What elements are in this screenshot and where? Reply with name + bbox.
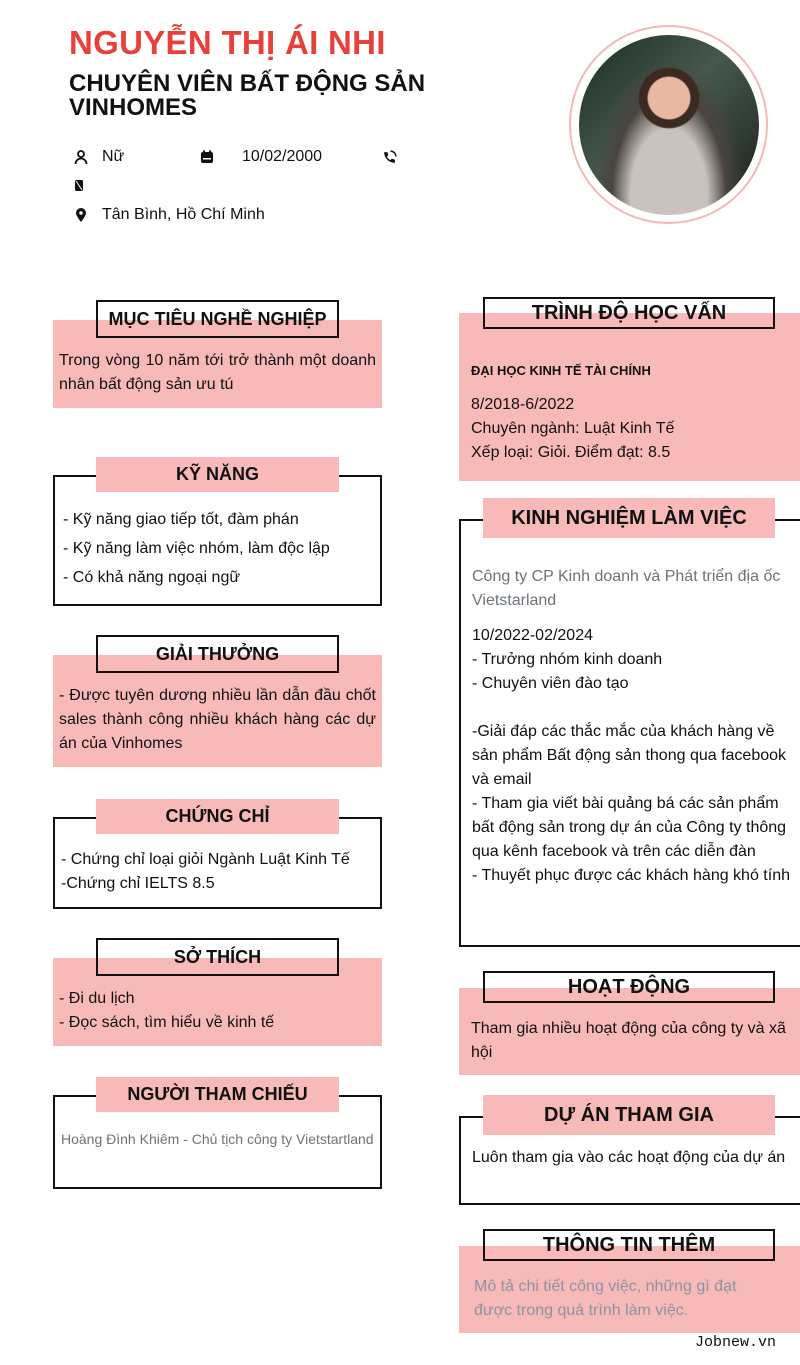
user-icon: [74, 150, 88, 164]
activities-heading: HOẠT ĐỘNG: [483, 971, 775, 1003]
activities-text: Tham gia nhiều hoạt động của công ty và xã hội: [471, 1020, 786, 1061]
role-item: - Chuyên viên đào tạo: [472, 675, 629, 692]
gender-info: [74, 148, 124, 166]
gender: Nữ: [102, 148, 125, 165]
address-info: [74, 206, 265, 224]
skill-item: - Có khả năng ngoại ngữ: [63, 569, 241, 586]
education-grade: Xếp loại: Giỏi. Điểm đạt: 8.5: [471, 444, 671, 461]
birthday-info: [200, 148, 322, 166]
watermark: Jobnew.vn: [694, 1334, 776, 1351]
education-major: Chuyên ngành: Luật Kinh Tế: [471, 420, 675, 437]
duty-item: - Tham gia viết bài quảng bá các sản phẩm bất động sản trong dự án của Công ty thông qua kênh facebook và trên các diễn đàn: [472, 795, 787, 860]
phone-icon: [382, 150, 397, 165]
references-heading: NGƯỜI THAM CHIẾU: [96, 1077, 339, 1112]
certificates-heading: CHỨNG CHỈ: [96, 799, 339, 834]
experience-period: 10/2022-02/2024: [472, 627, 593, 644]
company-name: Công ty CP Kinh doanh và Phát triển địa ốc Vietstarland: [472, 568, 781, 609]
duty-item: - Thuyết phục được các khách hàng khó tính: [472, 867, 790, 884]
projects-text: Luôn tham gia vào các hoạt động của dự án: [472, 1149, 786, 1166]
skill-item: - Kỹ năng làm việc nhóm, làm độc lập: [63, 540, 330, 557]
phone-mobile-icon: [75, 180, 83, 191]
certificate-item: -Chứng chỉ IELTS 8.5: [61, 875, 215, 892]
objective-text: Trong vòng 10 năm tới trở thành một doanh nhân bất động sản ưu tú: [59, 352, 376, 393]
role-item: - Trưởng nhóm kinh doanh: [472, 651, 663, 668]
experience-details: [472, 624, 792, 888]
extra-info-heading: THÔNG TIN THÊM: [483, 1229, 775, 1261]
candidate-name: NGUYỄN THỊ ÁI NHI: [69, 24, 386, 61]
certificates-list: [61, 848, 376, 896]
location-pin-icon: [74, 208, 88, 222]
references-text: Hoàng Đình Khiêm - Chủ tịch công ty Vietstartland: [61, 1131, 374, 1147]
skills-list: [63, 505, 373, 592]
education-heading: TRÌNH ĐỘ HỌC VẤN: [483, 297, 775, 329]
education-details: [471, 393, 791, 465]
education-period: 8/2018-6/2022: [471, 396, 575, 413]
address: Tân Bình, Hồ Chí Minh: [102, 206, 265, 223]
certificate-item: - Chứng chỉ loại giỏi Ngành Luật Kinh Tế: [61, 851, 350, 868]
objective-heading: MỤC TIÊU NGHỀ NGHIỆP: [96, 300, 339, 338]
job-title: CHUYÊN VIÊN BẤT ĐỘNG SẢN VINHOMES: [69, 70, 426, 121]
awards-heading: GIẢI THƯỞNG: [96, 635, 339, 673]
experience-heading: KINH NGHIỆM LÀM VIỆC: [483, 498, 775, 538]
duty-item: -Giải đáp các thắc mắc của khách hàng về sản phẩm Bất động sản thong qua facebook và email: [472, 723, 787, 788]
projects-heading: DỰ ÁN THAM GIA: [483, 1095, 775, 1135]
skill-item: - Kỹ năng giao tiếp tốt, đàm phán: [63, 511, 299, 528]
avatar: [579, 35, 759, 215]
birthday: 10/02/2000: [242, 148, 323, 165]
hobby-item: - Đọc sách, tìm hiểu về kinh tế: [59, 1014, 275, 1031]
calendar-icon: [200, 150, 214, 164]
hobbies-list: [59, 987, 376, 1035]
hobbies-heading: SỞ THÍCH: [96, 938, 339, 976]
hobby-item: - Đi du lịch: [59, 990, 135, 1007]
awards-text: - Được tuyên dương nhiều lần dẫn đầu chốt sales thành công nhiều khách hàng các dự án của Vinhomes: [59, 687, 376, 752]
skills-heading: KỸ NĂNG: [96, 457, 339, 492]
extra-info-text: Mô tả chi tiết công việc, những gì đạt được trong quá trình làm việc.: [474, 1278, 737, 1319]
school-name: ĐẠI HỌC KINH TẾ TÀI CHÍNH: [471, 363, 651, 378]
